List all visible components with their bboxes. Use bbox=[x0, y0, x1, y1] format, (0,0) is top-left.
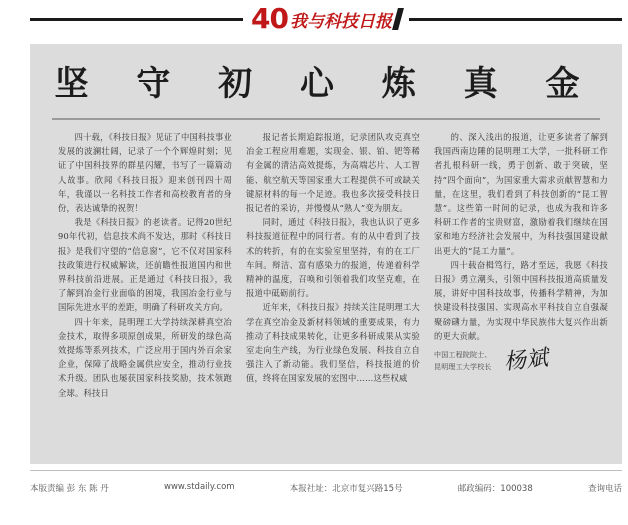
paragraph: 近年来，《科技日报》持续关注昆明理工大学在真空冶金及新材料领域的重要成果，有力推动了科技成果转化，让更多科研成果从实验室走向生产线，为行业绿色发展、科技自立自强注入了新动能。我们坚信，科技报道的价值，终将在国家发展的宏图中……这些权威 bbox=[246, 302, 420, 384]
masthead-logo bbox=[243, 2, 409, 35]
masthead-right-rule bbox=[409, 18, 622, 21]
author-title-line: 中国工程院院士、 bbox=[434, 351, 492, 360]
footer-divider bbox=[30, 470, 622, 471]
paragraph: 四十载，《科技日报》见证了中国科技事业发展的波澜壮阔，记录了一个个辉煌时刻；见证了中国科技界的群星闪耀，书写了一篇篇动人故事。欣闻《科技日报》迎来创刊四十周年，我谨以一名科技工作者和高校教育者的身份，表达诚挚的祝贺！ bbox=[58, 132, 232, 214]
article-column-3 bbox=[434, 130, 608, 452]
author-handwritten-signature: 杨斌 bbox=[502, 345, 550, 376]
anniversary-40-logo: 40 bbox=[251, 2, 288, 35]
article-column-1 bbox=[58, 130, 232, 452]
paragraph: 四十年来，昆明理工大学持续深耕真空冶金技术，取得多项原创成果，所研发的绿色高效提炼等系列技术，广泛应用于国内外百余家企业，保障了战略金属供应安全，推动行业技术升级。团队也屡获国家科技奖励，技术领跑全球。科技日 bbox=[58, 316, 232, 398]
footer-editors: 本版责编 彭 东 陈 丹 bbox=[30, 484, 109, 494]
masthead bbox=[30, 4, 622, 34]
author-titles bbox=[434, 349, 492, 373]
footer-website-link[interactable]: www.stdaily.com bbox=[164, 482, 235, 492]
paragraph: 同时，通过《科技日报》，我也认识了更多科技报道征程中的同行者。有的从中看到了技术的转折，有的在实验室里坚持，有的在工厂车间。辩洁、富有感染力的报道，传递着科学精神的温度，召唤和引领着我们攻坚克难，在报道中砥砺前行。 bbox=[246, 217, 420, 299]
article-panel bbox=[30, 44, 622, 464]
headline-divider bbox=[52, 118, 600, 120]
article-columns bbox=[58, 130, 608, 452]
masthead-title: 我与科技日报 bbox=[289, 11, 392, 32]
author-signature bbox=[434, 345, 608, 376]
masthead-left-rule bbox=[30, 18, 243, 21]
article-headline: 坚 守 初 心 炼 真 金 bbox=[54, 64, 598, 104]
paragraph: 报记者长期追踪报道，记录团队攻克真空冶金工程应用难题，实现金、银、铂、钯等稀有金属的清洁高效提炼，为高端芯片、人工智能、航空航天等国家重大工程提供不可或缺关键原材料的每一个足迹。我也多次接受科技日报记者的采访，并慢慢从“熟人”变为朋友。 bbox=[246, 132, 420, 214]
author-title-line: 昆明理工大学校长 bbox=[434, 363, 492, 372]
masthead-pen-icon bbox=[392, 8, 404, 30]
footer-phone: 查询电话 bbox=[587, 484, 622, 494]
footer-postcode: 邮政编码：100038 bbox=[457, 484, 533, 494]
paragraph: 的、深入浅出的报道，让更多读者了解到我国西南边陲的昆明理工大学，一批科研工作者扎根科研一线，勇于创新、敢于突破，坚持“四个面向”，为国家重大需求贡献智慧和力量，在这里，我们看到了科技创新的“昆工智慧”。这些第一时间的记录，也成为我和许多科研工作者的宝贵财富，激励着我们继续在国家和地方经济社会发展中，为科技强国建设献出更大的“昆工力量”。 bbox=[434, 132, 608, 256]
article-column-2 bbox=[246, 130, 420, 452]
paragraph: 四十载奋楫笃行，路才至远，我愿《科技日报》勇立潮头，引领中国科技报道高质量发展，讲好中国科技故事，传播科学精神，为加快建设科技强国、实现高水平科技自立自强凝聚磅礴力量，为实现中华民族伟大复兴作出新的更大贡献。 bbox=[434, 259, 608, 341]
page-footer bbox=[30, 482, 622, 494]
paragraph: 我是《科技日报》的老读者。记得20世纪90年代初，信息技术尚不发达，那时《科技日报》是我们守望的“信息窗”，它不仅对国家科技政策进行权威解读，还前瞻性报道国内和世界科技前沿进展。正是通过《科技日报》，我了解到冶金行业面临的困境，我国冶金行业与国际先进水平的差距，明确了科研攻关方向。 bbox=[58, 217, 232, 313]
footer-address: 本报社址：北京市复兴路15号 bbox=[289, 484, 403, 494]
